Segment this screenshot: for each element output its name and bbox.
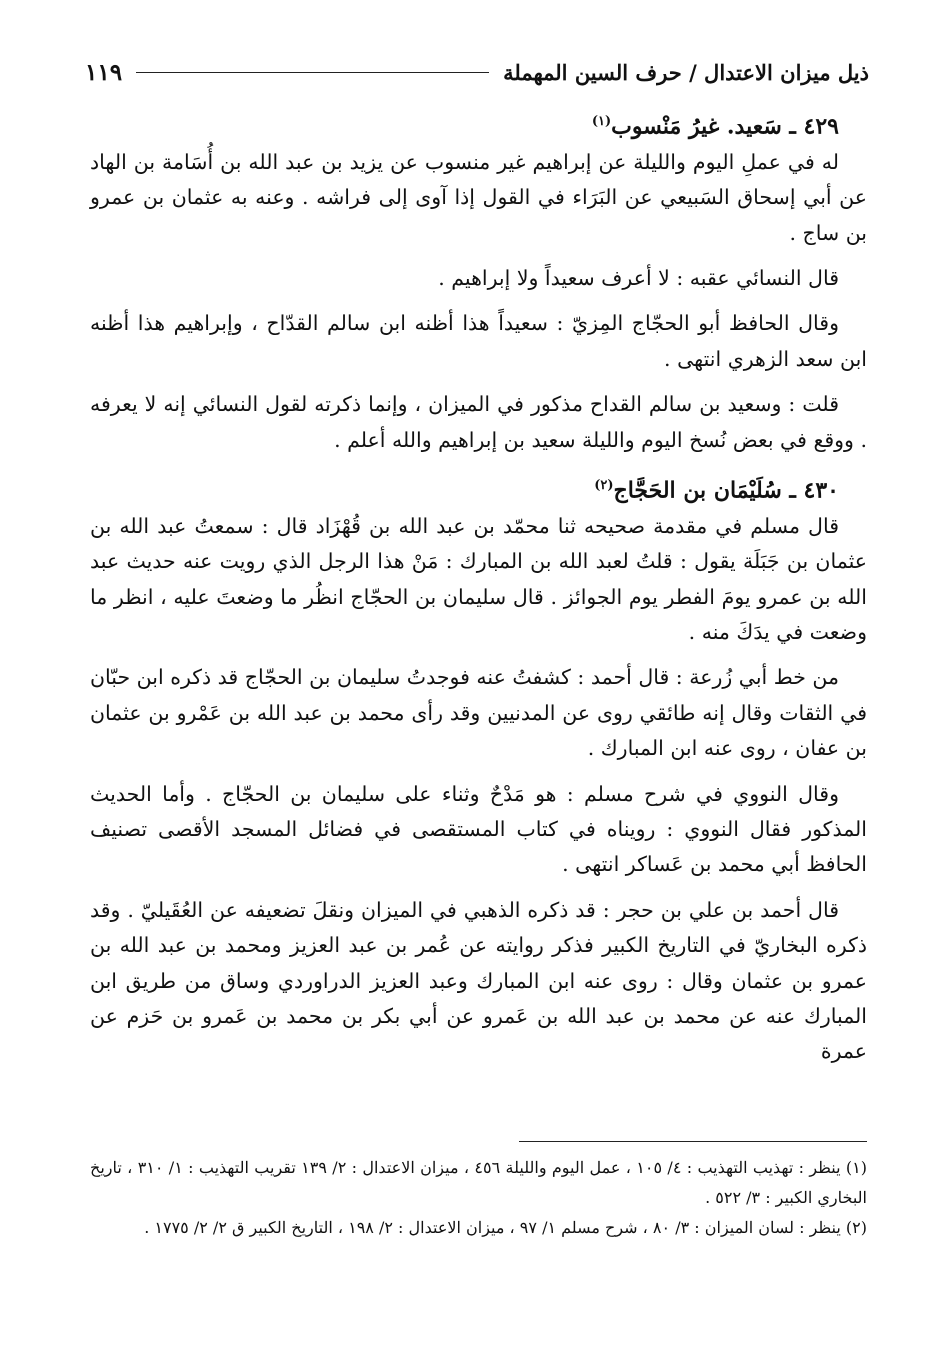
footnote: (١) ينظر : تهذيب التهذيب : ٤/ ١٠٥ ، عمل اليوم والليلة ٤٥٦ ، ميزان الاعتدال : ٢/ ١٣٩ تقريب التهذيب : ١/ ٣١٠ ، تاريخ البخاري الكبير : ٣/ ٥٢٢ . (90, 1158, 868, 1207)
paragraph: قال مسلم في مقدمة صحيحه ثنا محمّد بن عبد الله بن قُهْزَاد قال : سمعتُ عبد الله بن عثمان بن جَبَلَة يقول : قلتُ لعبد الله بن المبارك : مَنْ هذا الرجل الذي رويت عنه حديث عبد الله بن عمرو يومَ الفطر يوم الجوائز . قال سليمان بن الحجّاج انظُر ما وضعتَ عليه ، انظر ما وضعت في يدَكَ منه . (90, 513, 867, 644)
running-title: ذيل ميزان الاعتدال / حرف السين المهملة (503, 59, 869, 85)
page-number: ١١٩ (85, 58, 123, 86)
page-header (85, 52, 869, 92)
entry-heading: ٤٣٠ ـ سُلَيْمَان بن الحَجَّاج$^{(٢)}$ (594, 477, 839, 504)
paragraph: وقال الحافظ أبو الحجّاج المِزيّ : سعيداً هذا أظنه ابن سالم القدّاح ، وإبراهيم هذا أظنه ابن سعد الزهري انتهى . (90, 311, 867, 371)
page-body (90, 104, 867, 1080)
paragraph: من خط أبي زُرعة : قال أحمد : كشفتُ عنه فوجدتُ سليمان بن الحجّاج قد ذكره ابن حبّان في الثقات وقال إنه طائقي روى عن المدنيين وقد رأى محمد بن عبد الله بن عَمْرو بن عثمان بن عفان ، روى عنه ابن المبارك . (90, 665, 867, 761)
footnotes (90, 1153, 867, 1243)
footnote-ref: (٢) (594, 477, 614, 493)
paragraph: قال النسائي عقبه : لا أعرف سعيداً ولا إبراهيم . (438, 265, 839, 290)
entry-heading: ٤٢٩ ـ سَعيد. غيرُ مَنْسوب$^{(١)}$ (591, 113, 839, 140)
paragraph: له في عملِ اليوم والليلة عن إبراهيم غير منسوب عن يزيد بن عبد الله بن أُسَامة بن الهاد عن أبي إسحاق السَبيعي عن البَرَاء في القول إذا آوى إلى فراشه . وعنه به عثمان بن عمرو بن ساج . (90, 149, 867, 245)
paragraph: قال أحمد بن علي بن حجر : قد ذكره الذهبي في الميزان ونقلَ تضعيفه عن العُقَيليّ . وقد ذكره البخاريّ في التاريخ الكبير فذكر روايته عن عُمر بن عبد العزيز ومحمد بن عبد الله بن عمرو بن عثمان وقال : روى عنه ابن المبارك وعبد العزيز الدراوردي وساق من طريق ابن المبارك عنه عن محمد بن عبد الله بن عَمرو عن أبي بكر بن محمد بن عَمرو بن حَزم عن عمرة (90, 897, 867, 1064)
footnote-ref: (١) (591, 114, 612, 129)
footnote-separator (519, 1141, 867, 1142)
paragraph: وقال النووي في شرح مسلم : هو مَدْحٌ وثناء على سليمان بن الحجّاج . وأما الحديث المذكور فقال النووي : رويناه في كتاب المستقصى في فضائل المسجد الأقصى تصنيف الحافظ أبي محمد بن عَساكر انتهى . (90, 781, 867, 877)
paragraph: قلت : وسعيد بن سالم القداح مذكور في الميزان ، وإنما ذكرته لقول النسائي إنه لا يعرفه . ووقع في بعض نُسخ اليوم والليلة سعيد بن إبراهيم والله أعلم . (90, 392, 867, 452)
footnote: (٢) ينظر : لسان الميزان : ٣/ ٨٠ ، شرح مسلم ١/ ٩٧ ، ميزان الاعتدال : ٢/ ١٩٨ ، التاريخ الكبير ق ٢/ ٢/ ١٧٧٥ . (144, 1218, 867, 1237)
header-rule (136, 72, 489, 73)
